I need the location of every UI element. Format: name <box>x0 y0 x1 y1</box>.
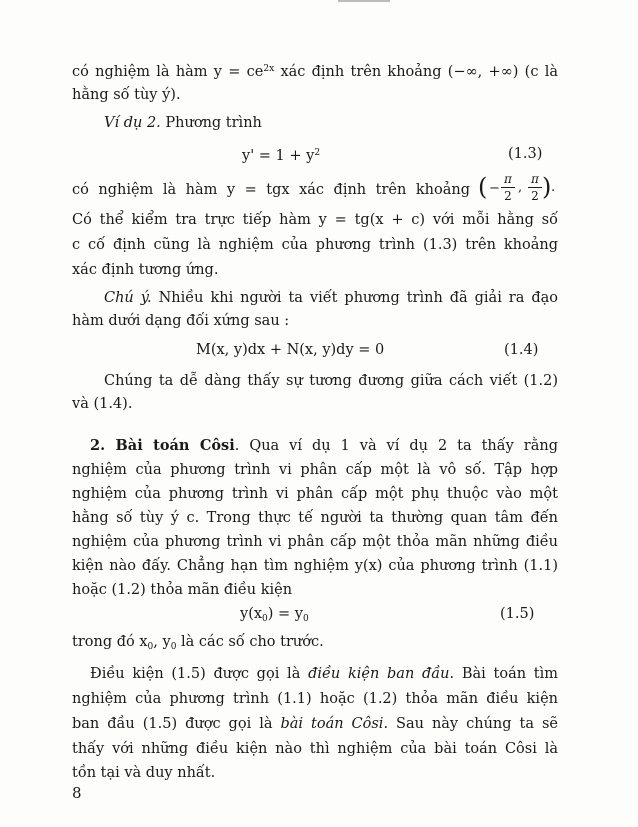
denominator: 2 <box>531 189 539 203</box>
equation-number: (1.5) <box>500 606 535 622</box>
text-line: nghiệm của phương trình (1.1) hoặc (1.2) thỏa mãn điều kiện <box>72 691 558 707</box>
text-line: nghiệm của phương trình vi phân cấp một phụ thuộc vào một <box>72 486 558 502</box>
text-run: y(x <box>240 606 263 622</box>
section-heading: 2. Bài toán Côsi <box>90 437 235 454</box>
text-run: Nhiều khi người ta viết phương trình đã giải ra đạo <box>151 290 558 306</box>
text-run: . Qua ví dụ 1 và ví dụ 2 ta thấy rằng <box>234 438 559 454</box>
text-line <box>72 632 324 652</box>
text-run: . Bài toán tìm <box>449 666 558 682</box>
text-line: c cố định cũng là nghiệm của phương trình (1.3) trên khoảng <box>72 237 558 253</box>
text-line <box>104 113 262 133</box>
numerator: π <box>504 172 512 186</box>
fraction-bar <box>528 187 542 188</box>
superscript: 2x <box>263 64 275 74</box>
text-line <box>104 288 558 308</box>
text-line: hoặc (1.2) thỏa mãn điều kiện <box>72 582 293 598</box>
period: . <box>551 180 556 195</box>
note-label: Chú ý. <box>104 290 152 306</box>
text-line: tồn tại và duy nhất. <box>72 765 216 781</box>
comma: , <box>518 180 523 195</box>
fraction <box>528 172 542 203</box>
equation-1-4: M(x, y)dx + N(x, y)dy = 0 <box>196 342 385 358</box>
interval-neg-pi2-pi2 <box>478 172 558 206</box>
text-line: hằng số tùy ý). <box>72 87 181 103</box>
equation-number: (1.3) <box>508 146 543 162</box>
minus-sign: − <box>489 181 500 196</box>
text-run: y' = 1 + y <box>242 148 315 164</box>
text-line <box>72 714 558 734</box>
numerator: π <box>531 172 539 186</box>
text-line: hàm dưới dạng đối xứng sau : <box>72 313 290 329</box>
page-number: 8 <box>72 784 82 802</box>
superscript: 2 <box>314 148 321 158</box>
text-run: Phương trình <box>160 115 262 131</box>
text-run: xác định trên khoảng (−∞, +∞) (c là <box>274 64 558 80</box>
fraction <box>501 172 515 203</box>
denominator: 2 <box>504 189 512 203</box>
text-line: nghiệm của phương trình vi phân cấp một là vô số. Tập hợp <box>72 462 558 478</box>
text-line: thấy với những điều kiện nào thì nghiệm của bài toán Côsi là <box>72 741 558 757</box>
text-run: trong đó x <box>72 634 148 650</box>
text-line: và (1.4). <box>72 396 133 412</box>
text-run: là các số cho trước. <box>176 634 324 650</box>
term-italic: bài toán Côsi <box>280 716 384 732</box>
open-paren: ( <box>478 173 488 201</box>
close-paren: ) <box>542 173 552 201</box>
subscript: 0 <box>262 614 268 624</box>
equation-1-3 <box>242 146 320 166</box>
example-label: Ví dụ 2. <box>104 115 161 131</box>
fraction-bar <box>501 187 515 188</box>
subscript: 0 <box>147 642 154 652</box>
text-line <box>90 436 558 456</box>
equation-number: (1.4) <box>504 342 539 358</box>
subscript: 0 <box>170 642 177 652</box>
text-line: Chúng ta dễ dàng thấy sự tương đương giữa cách viết (1.2) <box>104 373 558 389</box>
text-line: Có thể kiểm tra trực tiếp hàm y = tg(x + c) với mỗi hằng số <box>72 212 558 228</box>
text-run: ) = y <box>267 606 303 622</box>
text-run: , y <box>153 634 171 650</box>
equation-1-5 <box>240 604 309 624</box>
text-line: nghiệm của phương trình vi phân cấp một thỏa mãn những điều <box>72 534 558 550</box>
text-line: hằng số tùy ý c. Trong thực tế người ta thường quan tâm đến <box>72 510 558 526</box>
text-line: có nghiệm là hàm y = tgx xác định trên khoảng <box>72 182 470 198</box>
text-line <box>90 664 558 684</box>
term-italic: điều kiện ban đầu <box>308 666 450 682</box>
text-run: Điều kiện (1.5) được gọi là <box>90 666 309 682</box>
text-line: kiện nào đấy. Chẳng hạn tìm nghiệm y(x) của phương trình (1.1) <box>72 558 558 574</box>
top-edge-mark <box>338 0 390 2</box>
subscript: 0 <box>302 614 309 624</box>
text-run: ban đầu (1.5) được gọi là <box>72 716 281 732</box>
text-run: . Sau này chúng ta sẽ <box>383 716 558 732</box>
text-line: xác định tương ứng. <box>72 262 219 278</box>
text-line <box>72 62 558 82</box>
text-run: có nghiệm là hàm y = ce <box>72 64 264 80</box>
